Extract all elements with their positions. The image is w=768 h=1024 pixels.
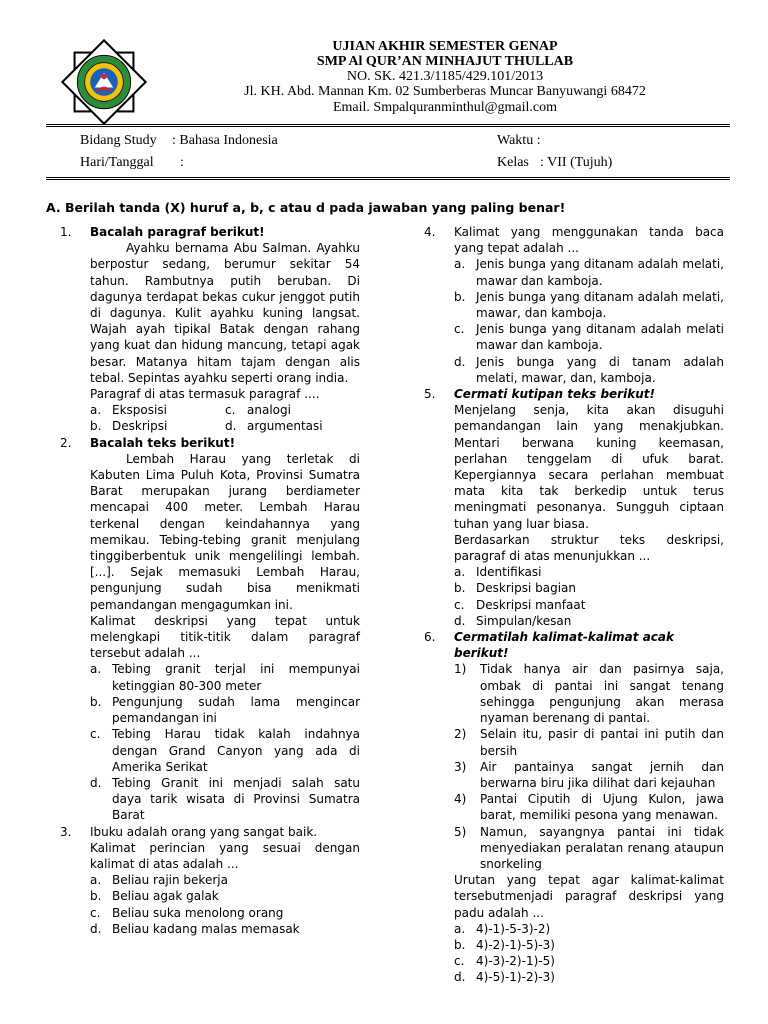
option-letter: d.: [454, 970, 466, 985]
option-text: Identifikasi: [476, 565, 542, 580]
question-text: Paragraf di atas termasuk paragraf ....: [90, 387, 320, 402]
answer-option-a[interactable]: [90, 402, 225, 418]
option-letter: d.: [454, 613, 466, 628]
sentence-text: Pantai Ciputih di Ujung Kulon, jawa barat, memiliki pesona yang menawan.: [480, 792, 724, 823]
answer-option-b[interactable]: [454, 937, 724, 953]
left-column: [60, 224, 360, 937]
sentence-number: 4): [454, 792, 467, 807]
answer-option-c[interactable]: [454, 321, 724, 353]
answer-option-c[interactable]: [90, 905, 360, 921]
question-heading: Cermatilah kalimat-kalimat acak berikut!: [454, 630, 674, 661]
answer-option-d[interactable]: [90, 921, 360, 937]
question-number: 2.: [60, 435, 72, 450]
option-letter: a.: [454, 565, 466, 580]
question-number: 1.: [60, 225, 72, 239]
option-text: Jenis bunga yang ditanam adalah melati, mawar dan kamboja.: [476, 257, 724, 288]
question-passage: Menjelang senja, kita akan disuguhi pemandangan lain yang menakjubkan. Mentari berwana kuning keemasan, perlahan tenggelam di ufuk barat. Kepergiannya secara perlahan membuat mata kita tak berkedip untuk terus meningmati pesonanya. Sungguh ciptaan tuhan yang luar biasa.: [454, 403, 724, 531]
question-1: [60, 224, 360, 435]
option-letter: a.: [454, 257, 466, 272]
question-statement: Ibuku adalah orang yang sangat baik.: [90, 824, 318, 839]
sentence-item: [454, 661, 724, 726]
sentence-item: [454, 759, 724, 791]
option-text: Jenis bunga yang ditanam adalah melati, mawar, dan kamboja.: [476, 289, 724, 321]
question-text: Urutan yang tepat agar kalimat-kalimat tersebutmenjadi paragraf deskripsi yang padu adalah ...: [454, 873, 724, 920]
option-text: Beliau kadang malas memasak: [112, 921, 300, 936]
question-text: Kalimat yang menggunakan tanda baca yang tepat adalah ...: [454, 225, 724, 256]
option-text: Tebing Granit ini menjadi salah satu daya tarik wisata di Provinsi Sumatra Barat: [112, 775, 360, 823]
option-text: Tebing Harau tidak kalah indahnya dengan Grand Canyon yang ada di Amerika Serikat: [112, 727, 360, 774]
school-address: Jl. KH. Abd. Mannan Km. 02 Sumberberas Muncar Banyuwangi 68472: [244, 84, 646, 99]
question-number: 5.: [424, 387, 436, 402]
answer-option-d[interactable]: [454, 613, 724, 629]
answer-option-b[interactable]: [454, 289, 724, 321]
answer-option-a[interactable]: [454, 564, 724, 580]
school-email: Email. Smpalquranminthul@gmail.com: [332, 100, 558, 115]
option-text: 4)-5)-1)-2)-3): [476, 970, 555, 985]
sentence-number: 5): [454, 824, 467, 839]
question-heading: Bacalah paragraf berikut!: [90, 225, 265, 239]
option-text: Deskripsi manfaat: [476, 597, 586, 612]
answer-row: [90, 418, 360, 434]
option-text: Simpulan/kesan: [476, 613, 572, 628]
info-divider: [46, 177, 730, 178]
option-text: Tebing granit terjal ini mempunyai ketinggian 80-300 meter: [112, 662, 360, 693]
answer-option-c[interactable]: [225, 402, 360, 418]
option-letter: d.: [90, 775, 102, 790]
sentence-item: [454, 791, 724, 823]
option-letter: d.: [225, 419, 237, 434]
option-letter: b.: [454, 289, 466, 304]
answer-row: [90, 402, 360, 418]
header-divider-top-2: [46, 126, 730, 127]
option-letter: c.: [90, 905, 101, 920]
option-letter: b.: [90, 889, 102, 904]
question-6: [424, 629, 724, 985]
answer-option-a[interactable]: [90, 872, 360, 888]
option-letter: a.: [454, 921, 466, 936]
answer-option-c[interactable]: [454, 597, 724, 613]
answer-option-b[interactable]: [90, 418, 225, 434]
answer-option-d[interactable]: [90, 775, 360, 824]
question-text: Kalimat perincian yang sesuai dengan kalimat di atas adalah ...: [90, 840, 360, 871]
sentence-text: Tidak hanya air dan pasirnya saja, ombak di pantai ini sangat tenang sehingga pengunjung akan merasa nyaman berenang di pantai.: [480, 662, 724, 726]
option-letter: c.: [90, 727, 101, 742]
option-text: Beliau rajin bekerja: [112, 873, 228, 888]
question-heading: Cermati kutipan teks berikut!: [454, 387, 655, 402]
option-letter: d.: [454, 354, 466, 369]
option-letter: d.: [90, 921, 102, 936]
section-a-instruction: A. Berilah tanda (X) huruf a, b, c atau d pada jawaban yang paling benar!: [46, 200, 566, 215]
sentence-text: Air pantainya sangat jernih dan berwarna biru jika dilihat dari kejauhan: [480, 759, 724, 790]
question-passage: Ayahku bernama Abu Salman. Ayahku berpostur sedang, berumur sekitar 54 tahun. Rambutnya putih beruban. Di dagunya terdapat bekas cukur jenggot putih di dagunya. Kulit ayahku kuning langsat. Wajah ayah tipikal Batak dengan rahang yang kuat dan hidung mancung, tetapi agak besar. Matanya hitam tajam dengan alis tebal. Sepintas ayahku seperti orang india.: [90, 241, 360, 385]
option-letter: c.: [454, 322, 465, 337]
time-label: Waktu :: [497, 133, 541, 148]
answer-option-b[interactable]: [90, 888, 360, 904]
date-label: Hari/Tanggal: [80, 155, 154, 170]
right-column: [424, 224, 724, 986]
option-text: Deskripsi bagian: [476, 581, 576, 596]
question-2: [60, 435, 360, 824]
answer-option-c[interactable]: [454, 953, 724, 969]
answer-option-b[interactable]: [90, 694, 360, 726]
date-value: :: [180, 155, 184, 170]
sentence-number: 2): [454, 727, 467, 742]
option-text: Pengunjung sudah lama mengincar pemandangan ini: [112, 694, 360, 726]
header-divider-top: [46, 124, 730, 125]
subject-label: Bidang Study: [80, 133, 157, 148]
school-name: SMP Al QUR’AN MINHAJUT THULLAB: [316, 54, 574, 69]
option-letter: a.: [90, 873, 102, 888]
question-text: Kalimat deskripsi yang tepat untuk melengkapi titik-titik dalam paragraf tersebut adalah ...: [90, 613, 360, 661]
option-letter: c.: [454, 954, 465, 969]
option-text: analogi: [247, 403, 291, 418]
exam-title: UJIAN AKHIR SEMESTER GENAP: [332, 39, 558, 54]
answer-option-d[interactable]: [454, 354, 724, 386]
question-number: 3.: [60, 824, 72, 839]
option-letter: b.: [90, 694, 102, 709]
option-letter: b.: [454, 937, 466, 952]
answer-option-d[interactable]: [454, 969, 724, 985]
school-sk-number: NO. SK. 421.3/1185/429.101/2013: [346, 69, 544, 84]
question-passage: Lembah Harau yang terletak di Kabuten Lima Puluh Kota, Provinsi Sumatra Barat merupakan jurang berdiameter mencapai 400 meter. Lembah Harau terkenal dengan keindahannya yang memikau. Tebing-tebing granit menjulang tinggiberbentuk unik mengelilingi lembah. [...]. Sejak memasuki Lembah Harau, pengunjung sudah bisa menikmati pemandangan mengagumkan ini.: [90, 451, 360, 612]
option-letter: a.: [90, 403, 102, 418]
sentence-number: 1): [454, 662, 467, 677]
answer-option-a[interactable]: [454, 921, 724, 937]
option-text: Eksposisi: [112, 403, 167, 418]
option-text: 4)-1)-5-3)-2): [476, 921, 551, 936]
info-divider-2: [46, 179, 730, 180]
question-heading: Bacalah teks berikut!: [90, 435, 236, 450]
question-4: [424, 224, 724, 386]
option-letter: c.: [225, 403, 236, 418]
option-text: Jenis bunga yang di tanam adalah melati, mawar, dan, kamboja.: [476, 354, 724, 385]
option-text: argumentasi: [247, 419, 323, 434]
subject-value: : Bahasa Indonesia: [172, 133, 278, 148]
question-number: 6.: [424, 630, 436, 645]
option-letter: b.: [90, 419, 102, 434]
answer-option-c[interactable]: [90, 726, 360, 775]
option-text: Deskripsi: [112, 419, 168, 434]
sentence-item: [454, 726, 724, 758]
option-text: Beliau agak galak: [112, 889, 219, 904]
question-number: 4.: [424, 225, 436, 239]
answer-option-a[interactable]: [90, 661, 360, 693]
sentence-number: 3): [454, 759, 467, 774]
class-value: : VII (Tujuh): [540, 155, 613, 170]
answer-option-b[interactable]: [454, 580, 724, 596]
question-5: [424, 386, 724, 629]
school-logo: [58, 36, 150, 128]
option-text: 4)-3)-2)-1)-5): [476, 954, 555, 969]
option-text: Jenis bunga yang ditanam adalah melati mawar dan kamboja.: [476, 322, 724, 353]
sentence-item: [454, 824, 724, 873]
option-letter: a.: [90, 662, 102, 677]
answer-option-a[interactable]: [454, 256, 724, 288]
answer-option-d[interactable]: [225, 418, 360, 434]
class-label: Kelas: [497, 155, 529, 170]
question-3: [60, 824, 360, 937]
sentence-text: Namun, sayangnya pantai ini tidak menyediakan peralatan renang ataupun snorkeling: [480, 824, 724, 871]
option-text: 4)-2)-1)-5)-3): [476, 937, 555, 952]
question-text: Berdasarkan struktur teks deskripsi, paragraf di atas menunjukkan ...: [454, 532, 724, 564]
sentence-text: Selain itu, pasir di pantai ini putih dan bersih: [480, 727, 724, 758]
option-letter: b.: [454, 581, 466, 596]
option-text: Beliau suka menolong orang: [112, 905, 284, 920]
option-letter: c.: [454, 597, 465, 612]
